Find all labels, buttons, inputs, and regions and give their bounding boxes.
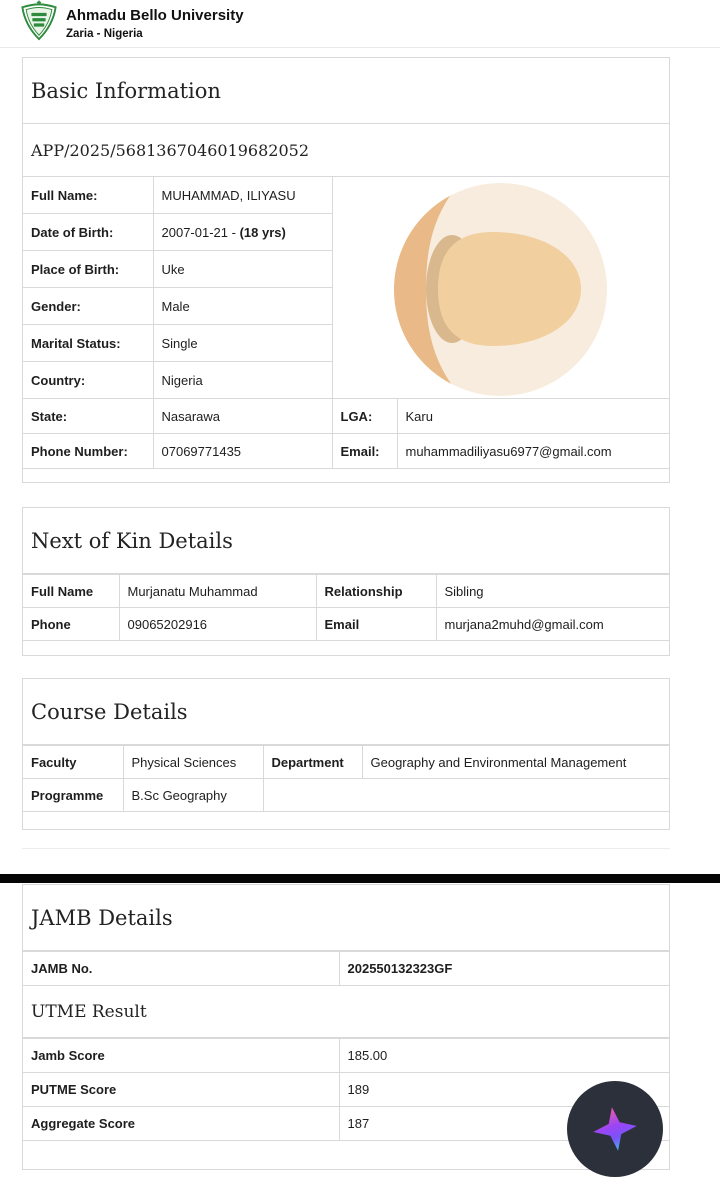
field-value-email: muhammadiliyasu6977@gmail.com [397, 434, 669, 469]
field-value: 187 [339, 1106, 669, 1140]
field-value: Nigeria [153, 362, 332, 399]
university-location: Zaria - Nigeria [66, 27, 143, 40]
field-value: B.Sc Geography [123, 779, 263, 812]
photo-cell [332, 177, 669, 399]
page-break-bar [0, 874, 720, 883]
university-name: Ahmadu Bello University [66, 7, 244, 25]
field-label: Aggregate Score [23, 1106, 339, 1140]
table-row [23, 177, 669, 214]
applicant-photo-icon [394, 183, 607, 396]
field-label: Relationship [316, 575, 436, 608]
basic-info-table [23, 176, 669, 469]
field-label: State: [23, 399, 153, 434]
field-label: LGA: [332, 399, 397, 434]
field-label: Email: [332, 434, 397, 469]
table-row [23, 1038, 669, 1072]
field-value: Sibling [436, 575, 669, 608]
course-details-card [22, 678, 670, 830]
table-row [23, 608, 669, 641]
field-label: Full Name: [23, 177, 153, 214]
field-label: Full Name [23, 575, 119, 608]
field-label: Date of Birth: [23, 214, 153, 251]
field-label: Department [263, 746, 362, 779]
field-value: Geography and Environmental Management [362, 746, 669, 779]
section-title-course-details: Course Details [23, 679, 669, 745]
field-label: Place of Birth: [23, 251, 153, 288]
sparkle-icon [591, 1105, 639, 1153]
table-row [23, 434, 669, 469]
field-value: Male [153, 288, 332, 325]
empty-cell [263, 779, 669, 812]
next-of-kin-card [22, 507, 670, 656]
assistant-fab-button[interactable] [567, 1081, 663, 1177]
university-crest-icon [20, 0, 58, 47]
next-of-kin-table [23, 574, 669, 641]
field-label: Faculty [23, 746, 123, 779]
field-label: JAMB No. [23, 952, 339, 985]
section-title-jamb-details: JAMB Details [23, 885, 669, 951]
table-row [23, 1072, 669, 1106]
field-value: Single [153, 325, 332, 362]
table-row [23, 399, 669, 434]
section-title-next-of-kin: Next of Kin Details [23, 508, 669, 574]
field-value: 07069771435 [153, 434, 332, 469]
field-label: Phone Number: [23, 434, 153, 469]
field-value: 189 [339, 1072, 669, 1106]
jamb-number-table [23, 951, 669, 985]
field-label: Phone [23, 608, 119, 641]
table-row [23, 575, 669, 608]
age-badge: (18 yrs) [239, 224, 286, 240]
app-header [0, 0, 720, 48]
field-value: Karu [397, 399, 669, 434]
field-label: Programme [23, 779, 123, 812]
subsection-title-utme-result: UTME Result [23, 985, 669, 1038]
field-value: 2007-01-21 - (18 yrs) [153, 214, 332, 251]
field-value: 185.00 [339, 1038, 669, 1072]
section-divider [22, 848, 670, 849]
application-number: APP/2025/5681367046019682052 [31, 141, 309, 160]
field-label: Email [316, 608, 436, 641]
basic-information-card [22, 57, 670, 483]
field-value: MUHAMMAD, ILIYASU [153, 177, 332, 214]
field-label: PUTME Score [23, 1072, 339, 1106]
field-value-email: murjana2muhd@gmail.com [436, 608, 669, 641]
field-value: 09065202916 [119, 608, 316, 641]
table-row [23, 779, 669, 812]
field-value: Nasarawa [153, 399, 332, 434]
table-row [23, 746, 669, 779]
field-label: Jamb Score [23, 1038, 339, 1072]
table-row [23, 952, 669, 985]
jamb-number-value: 202550132323GF [339, 952, 669, 985]
field-label: Country: [23, 362, 153, 399]
course-details-table [23, 745, 669, 812]
field-value: Uke [153, 251, 332, 288]
field-value: Murjanatu Muhammad [119, 575, 316, 608]
field-value: Physical Sciences [123, 746, 263, 779]
section-title-basic-information: Basic Information [23, 58, 669, 124]
field-label: Gender: [23, 288, 153, 325]
field-label: Marital Status: [23, 325, 153, 362]
